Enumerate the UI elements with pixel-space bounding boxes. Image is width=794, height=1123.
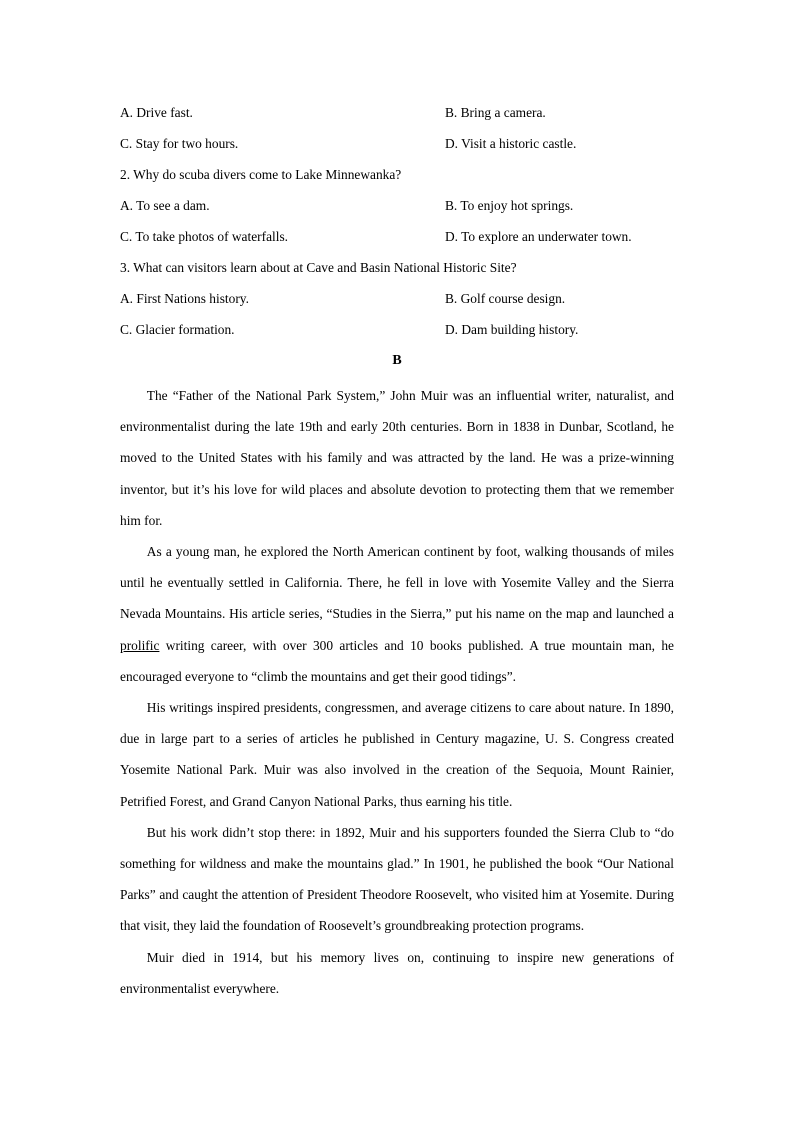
q1-option-d: D. Visit a historic castle. (445, 136, 577, 151)
paragraph-2-text-end: writing career, with over 300 articles and 10 books published. A true mountain man, he encouraged everyone to “climb the mountains and get their good tidings”. (120, 637, 674, 684)
q1-option-b: B. Bring a camera. (445, 105, 546, 120)
q1-option-a: A. Drive fast. (120, 105, 193, 120)
q2-options-row-2 (120, 225, 674, 256)
q3-options-row-1 (120, 287, 674, 318)
q3-question: 3. What can visitors learn about at Cave and Basin National Historic Site? (120, 260, 517, 275)
q2-option-a: A. To see a dam. (120, 198, 210, 213)
q2-option-c: C. To take photos of waterfalls. (120, 229, 289, 244)
passage-paragraph-5: Muir died in 1914, but his memory lives on, continuing to inspire new generations of environmentalist everywhere. (120, 949, 674, 996)
passage-paragraph-4: But his work didn’t stop there: in 1892, Muir and his supporters founded the Sierra Club to “do something for wildness and make the mountains glad.” In 1901, he published the book “Our National Parks” and caught the attention of President Theodore Roosevelt, who visited him at Yosemite. During that visit, they laid the foundation of Roosevelt’s groundbreaking protection programs. (120, 824, 674, 934)
paragraph-2-text-start: As a young man, he explored the North American continent by foot, walking thousands of miles until he eventually settled in California. There, he fell in love with Yosemite Valley and the Sierra Nevada Mountains. His article series, “Studies in the Sierra,” put his name on the map and launched a (120, 544, 674, 622)
underlined-word-prolific: prolific (120, 637, 160, 653)
page-content (120, 101, 674, 1004)
passage-paragraph-2 (120, 536, 674, 692)
q3-option-a: A. First Nations history. (120, 291, 249, 306)
section-b-heading: B (392, 353, 402, 368)
passage-paragraph-3: His writings inspired presidents, congressmen, and average citizens to care about nature. In 1890, due in large part to a series of articles he published in Century magazine, U. S. Congress created Yosemite National Park. Muir was also involved in the creation of the Sequoia, Mount Rainier, Petrified Forest, and Grand Canyon National Parks, thus earning his title. (120, 700, 674, 809)
q1-options-row-1 (120, 101, 674, 132)
q3-option-b: B. Golf course design. (445, 291, 566, 306)
q2-question: 2. Why do scuba divers come to Lake Minnewanka? (120, 167, 402, 182)
q1-option-c: C. Stay for two hours. (120, 136, 239, 151)
q2-option-b: B. To enjoy hot springs. (445, 198, 574, 213)
passage-paragraph-1: The “Father of the National Park System,” John Muir was an influential writer, naturalist, and environmentalist during the late 19th and early 20th centuries. Born in 1838 in Dunbar, Scotland, he moved to the United States with his family and was attracted by the land. He was a prize-winning inventor, but it’s his love for wild places and absolute devotion to protecting them that we remember him for. (120, 388, 674, 528)
q3-option-c: C. Glacier formation. (120, 322, 235, 337)
q2-option-d: D. To explore an underwater town. (445, 229, 632, 244)
q2-options-row-1 (120, 194, 674, 225)
q3-option-d: D. Dam building history. (445, 322, 579, 337)
q3-options-row-2 (120, 318, 674, 349)
q1-options-row-2 (120, 132, 674, 163)
